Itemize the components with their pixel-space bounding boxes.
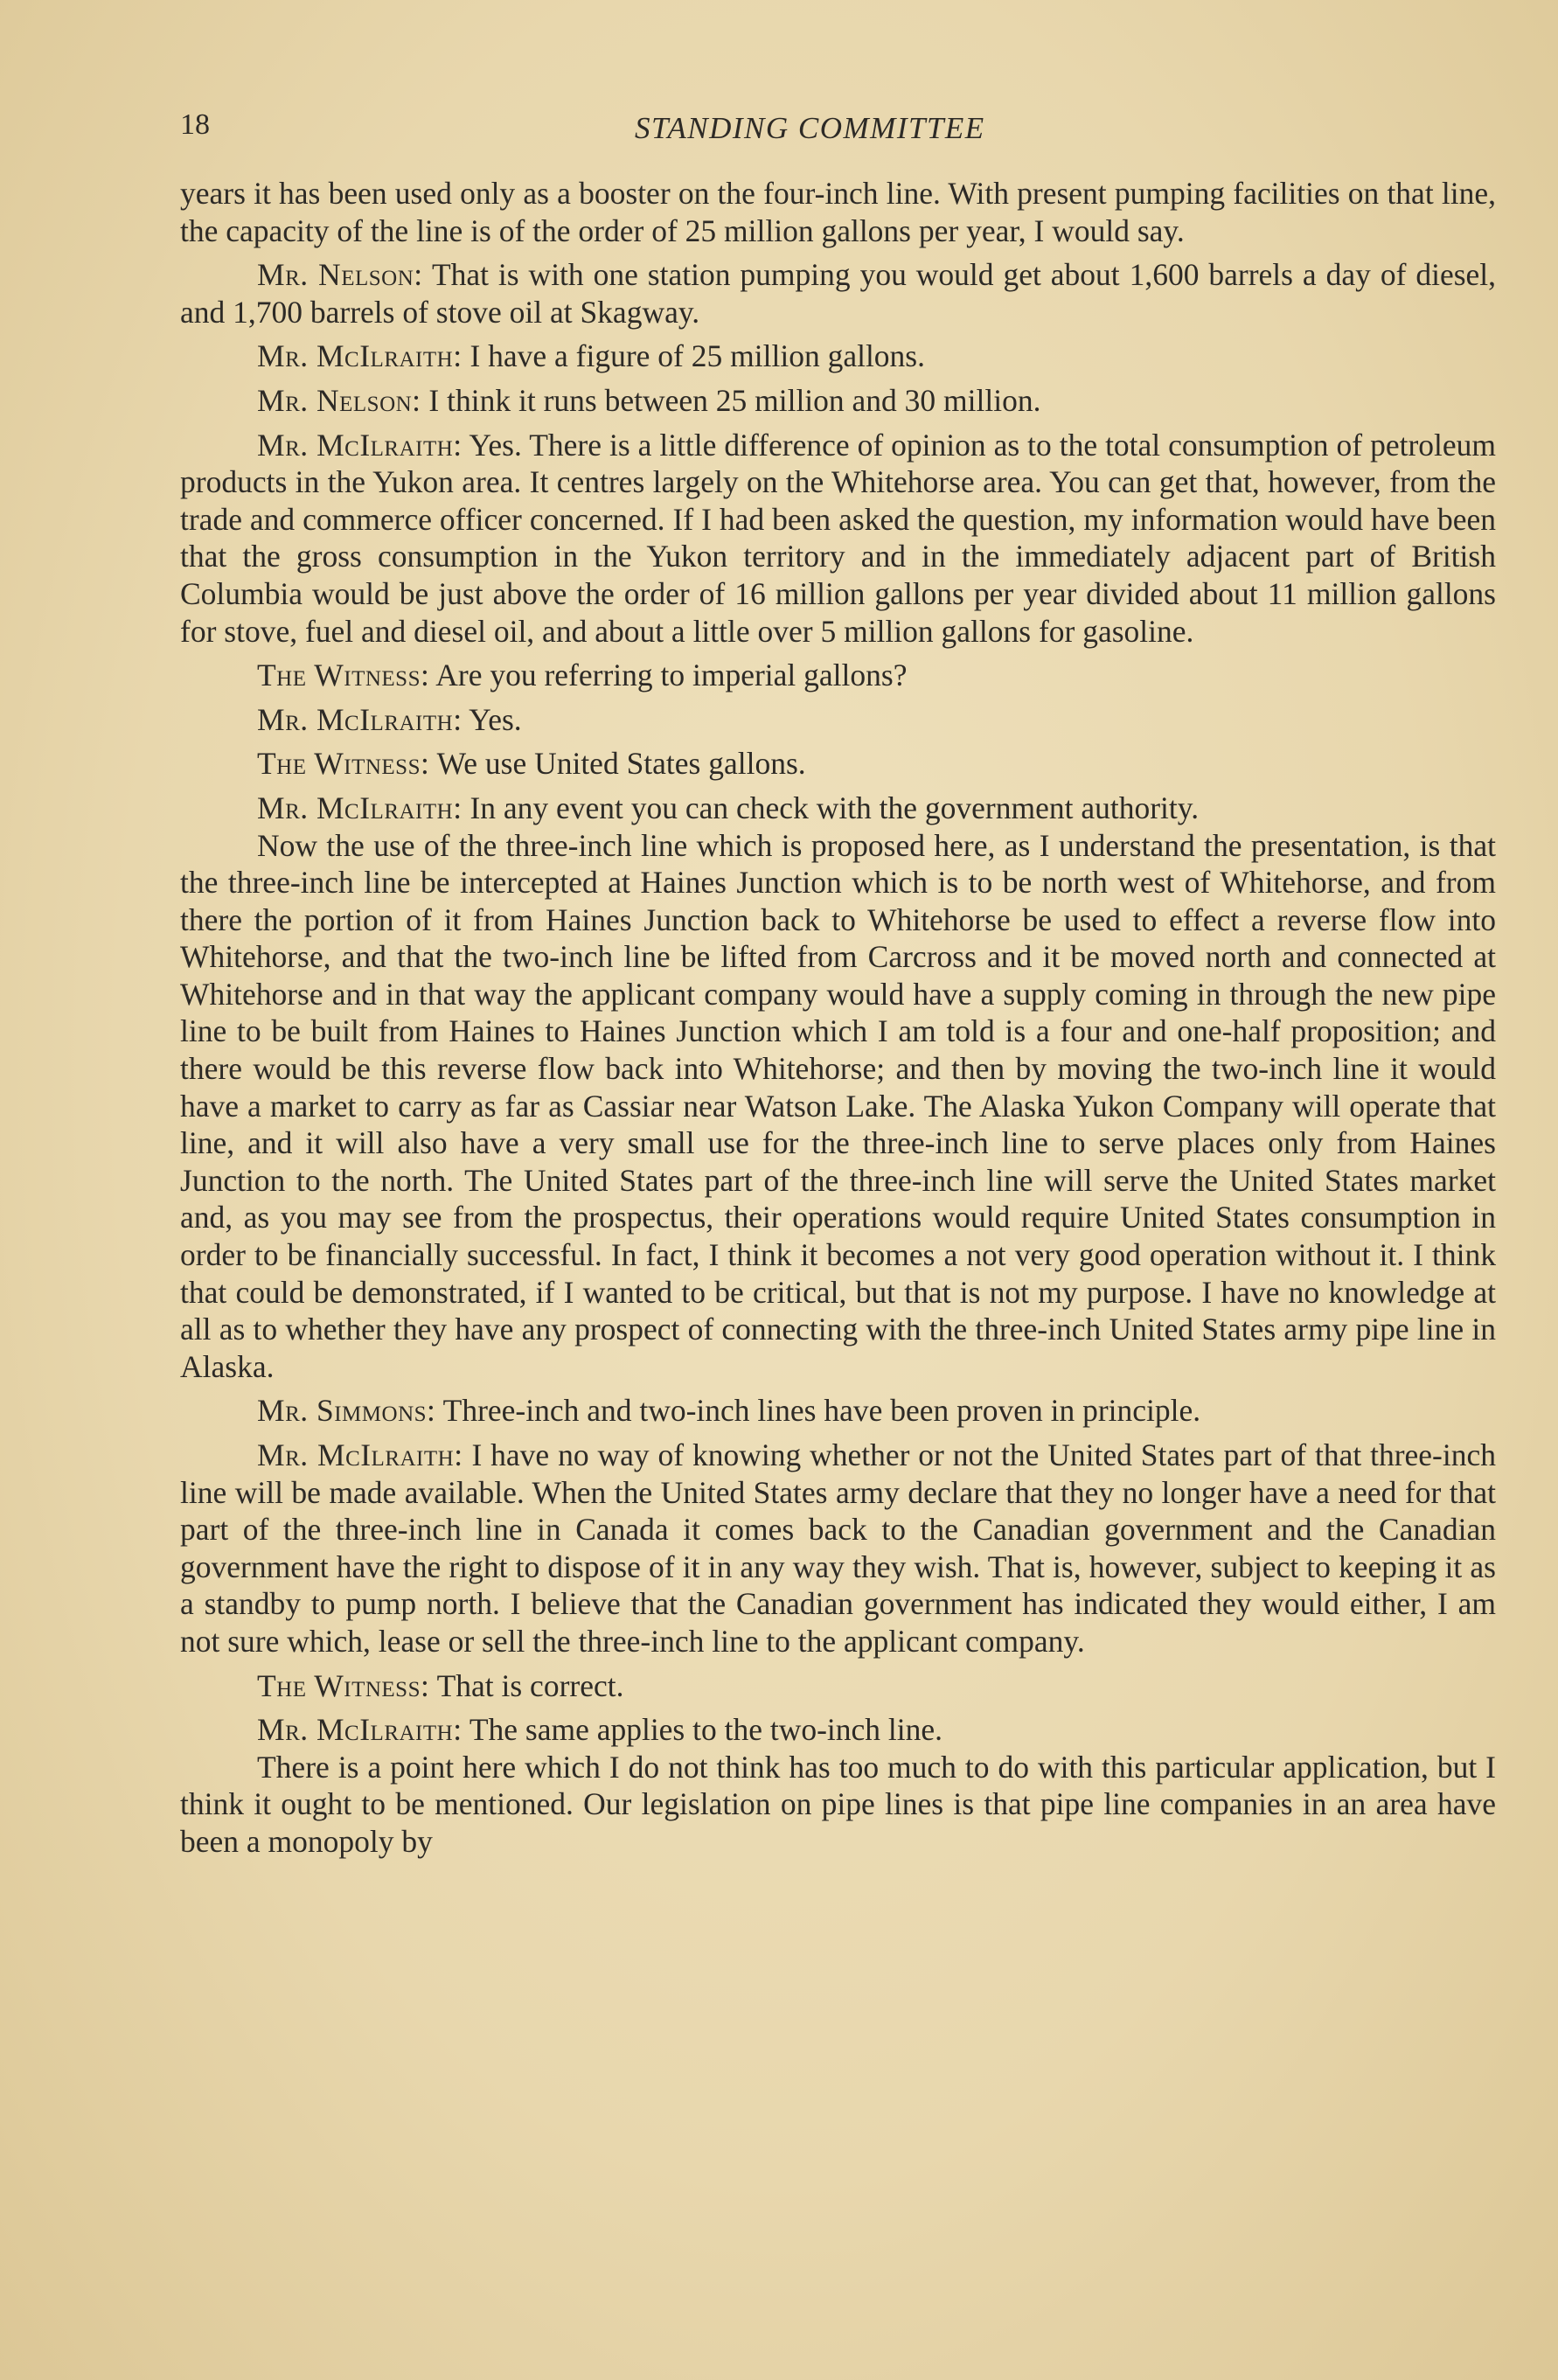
speaker-label: Mr. McIlraith: [257, 701, 463, 737]
speaker-label: Mr. McIlraith: [257, 338, 463, 374]
paragraph [180, 827, 1496, 1386]
running-head: STANDING COMMITTEE [635, 111, 985, 145]
paragraph [180, 1749, 1496, 1861]
paragraph [180, 657, 1496, 694]
speaker-label: Mr. Simmons: [257, 1393, 436, 1429]
paragraph [180, 1392, 1496, 1430]
speaker-label: Mr. McIlraith: [257, 790, 463, 825]
speaker-label: Mr. McIlraith: [257, 1712, 463, 1748]
paragraph [180, 745, 1496, 783]
paragraph-text: I think it runs between 25 million and 30 million. [428, 382, 1041, 418]
speaker-label: Mr. Nelson: [257, 382, 421, 418]
speaker-label: Mr. McIlraith: [257, 427, 463, 463]
paragraph [180, 1711, 1496, 1749]
paragraph-text: Yes. There is a little difference of opinion as to the total consumption of petroleum products in the Yukon area. It centres largely on the Whitehorse area. You can get that, however, from the trade and commerce officer concerned. If I had been asked the question, my information would have been that the gross consumption in the Yukon territory and in the immediately adjacent part of British Columbia would be just above the order of 16 million gallons per year divided about 11 million gallons for stove, fuel and diesel oil, and about a little over 5 million gallons for gasoline. [180, 427, 1496, 649]
paragraph-text: Yes. [469, 701, 522, 737]
page-header [180, 103, 1492, 147]
paragraph-text: The same applies to the two-inch line. [469, 1712, 943, 1748]
paragraph-text: Are you referring to imperial gallons? [435, 658, 908, 693]
paragraph-text: That is with one station pumping you would get about 1,600 barrels a day of diesel, and 1,700 barrels of stove oil at Skagway. [180, 257, 1497, 330]
page-number: 18 [180, 108, 210, 141]
paragraph [180, 427, 1496, 651]
paragraph-text: years it has been used only as a booster on the four-inch line. With present pumping facilities on that line, the capacity of the line is of the order of 25 million gallons per year, I would say. [180, 176, 1496, 248]
paragraph [180, 382, 1496, 420]
paragraph-text: I have no way of knowing whether or not the United States part of that three-inch line will be made available. When the United States army declare that they no longer have a need for that part of the three-inch line in Canada it comes back to the Canadian government and the Canadian government have the right to dispose of it in any way they wish. That is, however, subject to keeping it as a standby to pump north. I believe that the Canadian government has indicated they would either, I am not sure which, lease or sell the three-inch line to the applicant company. [180, 1437, 1496, 1659]
speaker-label: The Witness: [257, 1667, 430, 1703]
paragraph [180, 1437, 1496, 1660]
paragraph [180, 338, 1496, 375]
speaker-label: The Witness: [257, 746, 430, 782]
paragraph [180, 175, 1496, 249]
transcript-body [180, 175, 1496, 1868]
speaker-label: Mr. Nelson: [257, 257, 423, 293]
speaker-label: Mr. McIlraith: [257, 1437, 463, 1472]
paragraph-text: Three-inch and two-inch lines have been proven in principle. [442, 1393, 1201, 1429]
speaker-label: The Witness: [257, 658, 430, 693]
paragraph [180, 256, 1496, 331]
paragraph-text: There is a point here which I do not think has too much to do with this particular application, but I think it ought to be mentioned. Our legislation on pipe lines is that pipe line companies in an area have been a monopoly by [180, 1749, 1496, 1859]
paragraph-text: Now the use of the three-inch line which is proposed here, as I understand the presentation, is that the three-inch line be intercepted at Haines Junction which is to be north west of Whitehorse, and from there the portion of it from Haines Junction back to Whitehorse be used to effect a reverse flow into Whitehorse, and that the two-inch line be lifted from Carcross and it be moved north and connected at Whitehorse and in that way the applicant company would have a supply coming in through the new pipe line to be built from Haines to Haines Junction which I am told is a four and one-half proposition; and there would be this reverse flow back into Whitehorse; and then by moving the two-inch line it would have a market to carry as far as Cassiar near Watson Lake. The Alaska Yukon Company will operate that line, and it will also have a very small use for the three-inch line to serve places only from Haines Junction to the north. The United States part of the three-inch line will serve the United States market and, as you may see from the prospectus, their operations would require United States consumption in order to be financially successful. In fact, I think it becomes a not very good operation without it. I think that could be demonstrated, if I wanted to be critical, but that is not my purpose. I have no knowledge at all as to whether they have any prospect of connecting with the three-inch United States army pipe line in Alaska. [180, 827, 1496, 1384]
paragraph-text: We use United States gallons. [436, 746, 806, 782]
paragraph-text: I have a figure of 25 million gallons. [469, 338, 925, 374]
paragraph [180, 790, 1496, 827]
paragraph-text: That is correct. [436, 1667, 624, 1703]
paragraph [180, 701, 1496, 739]
paragraph [180, 1667, 1496, 1705]
paragraph-text: In any event you can check with the government authority. [469, 790, 1200, 825]
